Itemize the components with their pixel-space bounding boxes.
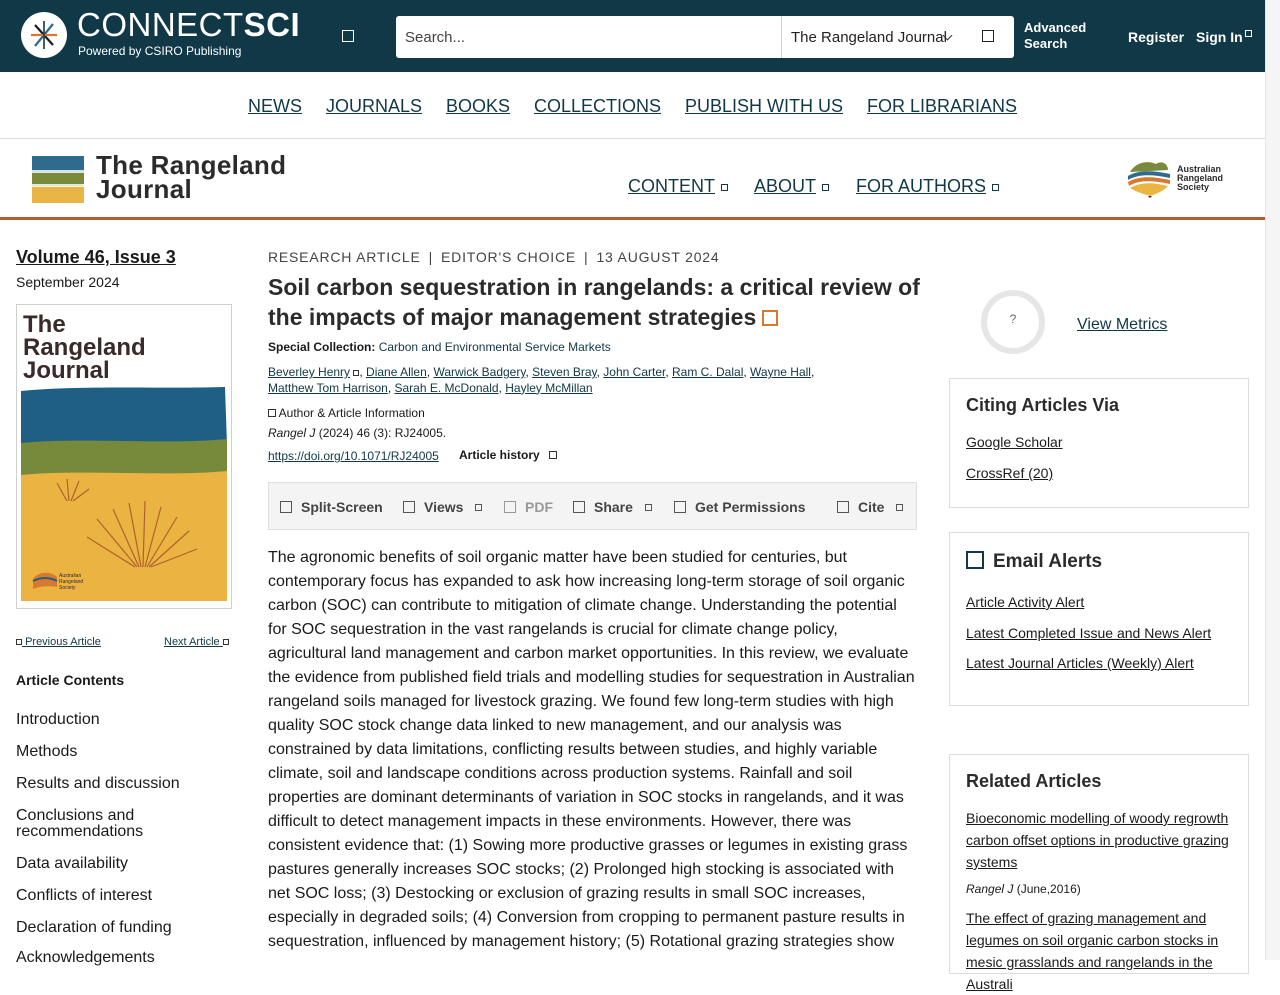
menu-toggle-icon[interactable] bbox=[342, 30, 354, 42]
article-abstract: The agronomic benefits of soil organic matter have been studied for centuries, but contemporary focus has expanded to ask how increasing long-term storage of soil organic carbon (SOC) can contribute to mitigation of climate change. Understanding the potential for SOC sequestration in the vast rangelands is crucial for climate change policy, agricultural land management and carbon market opportunities. In this review, we evaluate the evidence from published field trials and modelling studies for sequestration in Australian rangeland soils managed for livestock grazing. We found few long-term studies with high quality SOC stock change data linked to new management, and our analysis was constrained by data limitations, conflicting results between studies, and highly variable climate, soil and landscape conditions across production systems. Rainfall and soil properties are dominant determinants of variation in SOC stocks in rangelands, and it was difficult to detect management impacts in these environments. However, there was consistent evidence that: (1) Sowing more productive grasses or legumes in existing grass pastures generally increases SOC stocks; (2) Prolonged high stocking is associated with net SOC loss; (3) Destocking or exclusion of grazing results in small SOC increases, especially in degraded soils; (4) Conversion from cropping to permanent pasture results in sequestration, influenced by management history; (5) Rotational grazing strategies show bbox=[268, 549, 915, 950]
cover-society: Australian Rangeland Society bbox=[59, 573, 84, 591]
nav-news[interactable]: NEWS bbox=[248, 96, 302, 116]
journal-cover-image[interactable] bbox=[16, 304, 232, 609]
chevron-right-icon bbox=[223, 639, 229, 645]
toc-funding[interactable]: Declaration of funding bbox=[16, 919, 172, 936]
email-alerts-heading: Email Alerts bbox=[966, 551, 1102, 573]
related-article-link[interactable]: The effect of grazing management and legumes on soil organic carbon stocks in mesic grasslands and rangelands in the Australi bbox=[966, 910, 1219, 992]
article-contents-heading: Article Contents bbox=[16, 672, 125, 688]
cite-button[interactable]: Cite bbox=[837, 499, 903, 515]
page-scrollbar[interactable] bbox=[1265, 0, 1280, 960]
view-metrics-link[interactable]: View Metrics bbox=[1077, 316, 1168, 333]
metrics-donut-icon[interactable]: ? bbox=[981, 290, 1045, 354]
share-button[interactable]: Share bbox=[573, 499, 652, 515]
toc-acknowledgements[interactable]: Acknowledgements bbox=[16, 949, 155, 966]
chevron-left-icon bbox=[16, 639, 22, 645]
search-bar bbox=[396, 16, 1014, 58]
article-title: Soil carbon sequestration in rangelands: a critical review of the impacts of major management strategies bbox=[268, 274, 920, 330]
related-article-meta: Rangel J (June,2016) bbox=[966, 882, 1081, 896]
dropdown-icon bbox=[992, 184, 999, 191]
next-article-link[interactable]: Next Article bbox=[164, 636, 229, 648]
author-link[interactable]: Sarah E. McDonald bbox=[394, 380, 499, 395]
author-article-info-toggle[interactable]: Author & Article Information bbox=[268, 406, 425, 420]
pdf-icon bbox=[504, 501, 516, 513]
email-icon bbox=[966, 551, 984, 569]
special-collection-link[interactable]: Carbon and Environmental Service Markets bbox=[378, 340, 611, 354]
toc-methods[interactable]: Methods bbox=[16, 743, 78, 760]
journal-logo-icon[interactable] bbox=[32, 156, 84, 203]
toc-introduction[interactable]: Introduction bbox=[16, 711, 100, 728]
author-link[interactable]: Hayley McMillan bbox=[505, 380, 593, 395]
register-link[interactable]: Register bbox=[1128, 29, 1185, 45]
permissions-icon bbox=[674, 501, 686, 513]
get-permissions-button[interactable]: Get Permissions bbox=[674, 499, 806, 515]
dropdown-icon bbox=[645, 504, 652, 511]
nav-books[interactable]: BOOKS bbox=[446, 96, 511, 116]
nav-publish-with-us[interactable]: PUBLISH WITH US bbox=[685, 96, 844, 116]
crossref-link[interactable]: CrossRef (20) bbox=[966, 465, 1054, 481]
related-article-link[interactable]: Bioeconomic modelling of woody regrowth carbon offset options in productive grazing systems bbox=[966, 810, 1229, 870]
author-link[interactable]: Wayne Hall bbox=[750, 365, 811, 379]
brand-subtitle: Powered by CSIRO Publishing bbox=[78, 44, 242, 58]
editors-choice-badge: EDITOR'S CHOICE bbox=[441, 249, 577, 265]
author-link[interactable]: Matthew Tom Harrison bbox=[268, 380, 388, 395]
nav-for-librarians[interactable]: FOR LIBRARIANS bbox=[867, 96, 1018, 116]
bookmark-icon[interactable] bbox=[762, 310, 778, 326]
dropdown-icon bbox=[721, 184, 728, 191]
google-scholar-link[interactable]: Google Scholar bbox=[966, 434, 1063, 450]
special-collection: Special Collection: Carbon and Environmental Service Markets bbox=[268, 340, 611, 354]
orcid-icon[interactable] bbox=[353, 370, 359, 376]
views-button[interactable]: Views bbox=[403, 499, 482, 515]
toc-conflicts[interactable]: Conflicts of interest bbox=[16, 887, 153, 904]
author-link[interactable]: Steven Bray bbox=[532, 365, 597, 379]
latest-articles-alert-link[interactable]: Latest Journal Articles (Weekly) Alert bbox=[966, 655, 1194, 671]
journal-nav-for-authors[interactable]: FOR AUTHORS bbox=[856, 176, 999, 197]
journal-header bbox=[0, 139, 1265, 220]
latest-issue-alert-link[interactable]: Latest Completed Issue and News Alert bbox=[966, 625, 1212, 641]
views-icon bbox=[403, 501, 415, 513]
issue-date: September 2024 bbox=[16, 274, 120, 290]
toc-data-availability[interactable]: Data availability bbox=[16, 855, 129, 872]
author-link[interactable]: Diane Allen bbox=[366, 365, 427, 379]
dropdown-icon bbox=[896, 504, 903, 511]
search-scope-select[interactable]: The Rangeland Journal bbox=[791, 29, 947, 46]
author-link[interactable]: Ram C. Dalal bbox=[672, 365, 744, 379]
author-link[interactable]: Warwick Badgery bbox=[433, 365, 526, 379]
dropdown-icon bbox=[1245, 30, 1252, 37]
previous-article-link[interactable]: Previous Article bbox=[16, 636, 101, 648]
related-articles-card bbox=[949, 754, 1249, 992]
volume-issue-link[interactable]: Volume 46, Issue 3 bbox=[16, 247, 176, 267]
author-link[interactable]: John Carter bbox=[603, 365, 666, 379]
top-bar bbox=[0, 0, 1265, 72]
related-articles-heading: Related Articles bbox=[966, 771, 1102, 791]
nav-collections[interactable]: COLLECTIONS bbox=[534, 96, 662, 116]
article-toolbar bbox=[268, 482, 917, 530]
split-screen-button[interactable]: Split-Screen bbox=[280, 499, 383, 515]
citing-articles-card bbox=[949, 378, 1249, 508]
cover-title: The Rangeland Journal bbox=[23, 311, 146, 384]
citation: Rangel J (2024) 46 (3): RJ24005. bbox=[268, 426, 447, 440]
article-history-toggle[interactable]: Article history bbox=[459, 448, 557, 462]
dropdown-icon bbox=[475, 504, 482, 511]
toc-results[interactable]: Results and discussion bbox=[16, 775, 180, 792]
article-date: 13 AUGUST 2024 bbox=[596, 249, 720, 265]
search-input[interactable] bbox=[396, 16, 782, 58]
expand-icon bbox=[549, 451, 557, 459]
cover-illustration-icon bbox=[17, 305, 233, 610]
email-alerts-card bbox=[949, 532, 1249, 706]
cite-icon bbox=[837, 501, 849, 513]
citing-articles-heading: Citing Articles Via bbox=[966, 395, 1120, 415]
author-link[interactable]: Beverley Henry bbox=[268, 365, 351, 379]
article-type: RESEARCH ARTICLE bbox=[268, 249, 421, 265]
doi-link[interactable]: https://doi.org/10.1071/RJ24005 bbox=[268, 449, 439, 463]
society-name: Australian Rangeland Society bbox=[1177, 164, 1224, 192]
nav-journals[interactable]: JOURNALS bbox=[326, 96, 423, 116]
search-icon[interactable] bbox=[982, 30, 994, 42]
journal-title[interactable]: The Rangeland Journal bbox=[96, 150, 287, 204]
journal-nav-content[interactable]: CONTENT bbox=[628, 176, 728, 197]
advanced-search-link[interactable]: Advanced Search bbox=[1024, 20, 1087, 51]
main-nav bbox=[0, 72, 1265, 139]
toc-conclusions[interactable]: Conclusions and recommendations bbox=[16, 807, 144, 840]
connectsci-brand[interactable]: CONNECTSCI bbox=[77, 6, 301, 43]
article-activity-alert-link[interactable]: Article Activity Alert bbox=[966, 594, 1085, 610]
sign-in-link[interactable]: Sign In bbox=[1196, 29, 1252, 45]
connectsci-logo-icon[interactable] bbox=[21, 12, 67, 58]
share-icon bbox=[573, 501, 585, 513]
journal-nav-about[interactable]: ABOUT bbox=[754, 176, 829, 197]
author-list: Beverley Henry , Diane Allen, Warwick Badgery, Steven Bray, John Carter, Ram C. Dalal, Wayne Hall, Matthew Tom Harrison, Sarah E. McDonald, Hayley McMillan bbox=[268, 365, 815, 395]
pdf-button[interactable]: PDF bbox=[504, 499, 553, 515]
split-screen-icon bbox=[280, 501, 292, 513]
expand-icon bbox=[268, 409, 276, 417]
dropdown-icon bbox=[822, 184, 829, 191]
article-meta: RESEARCH ARTICLE | EDITOR'S CHOICE | 13 AUGUST 2024 bbox=[268, 249, 720, 265]
australian-rangeland-society-logo-icon[interactable] bbox=[1126, 158, 1172, 198]
